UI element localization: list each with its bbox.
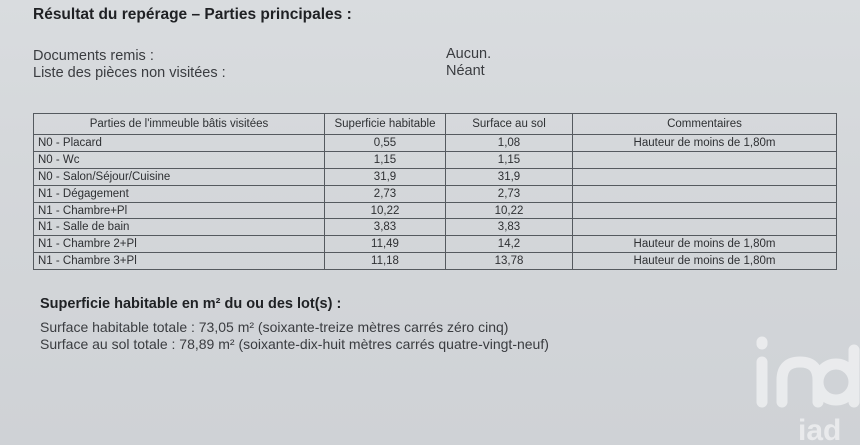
cell-partie: N1 - Chambre 3+Pl [34,253,325,270]
cell-partie: N1 - Chambre 2+Pl [34,236,325,253]
table-row [34,236,837,253]
rooms-table [33,113,837,270]
rooms-table-container [33,113,836,270]
cell-partie: N1 - Dégagement [34,185,325,202]
cell-surface-sol: 10,22 [446,202,573,219]
table-row [34,151,837,168]
cell-commentaire [573,202,837,219]
table-row [34,135,837,152]
cell-superficie: 0,55 [325,135,446,152]
cell-superficie: 10,22 [325,202,446,219]
table-row [34,168,837,185]
cell-superficie: 2,73 [325,185,446,202]
cell-surface-sol: 31,9 [446,168,573,185]
watermark-text: iad [798,414,842,445]
cell-superficie: 1,15 [325,151,446,168]
pieces-label: Liste des pièces non visitées : [33,65,226,81]
cell-superficie: 11,18 [325,253,446,270]
cell-surface-sol: 14,2 [446,236,573,253]
column-header-commentaires: Commentaires [573,114,837,135]
pieces-value: Néant [446,63,485,79]
cell-commentaire: Hauteur de moins de 1,80m [573,236,837,253]
cell-surface-sol: 2,73 [446,185,573,202]
section-title: Résultat du repérage – Parties principales : [33,6,352,23]
cell-commentaire: Hauteur de moins de 1,80m [573,253,837,270]
cell-superficie: 3,83 [325,219,446,236]
cell-superficie: 31,9 [325,168,446,185]
cell-superficie: 11,49 [325,236,446,253]
table-row [34,185,837,202]
surface-sol-totale: Surface au sol totale : 78,89 m² (soixante-dix-huit mètres carrés quatre-vingt-neuf) [40,336,549,352]
cell-surface-sol: 1,08 [446,135,573,152]
cell-commentaire [573,185,837,202]
column-header-parties: Parties de l'immeuble bâtis visitées [34,114,325,135]
table-row [34,253,837,270]
surface-habitable-totale: Surface habitable totale : 73,05 m² (soixante-treize mètres carrés zéro cinq) [40,319,509,335]
cell-commentaire [573,219,837,236]
cell-partie: N0 - Salon/Séjour/Cuisine [34,168,325,185]
column-header-superficie: Superficie habitable [325,114,446,135]
cell-commentaire [573,168,837,185]
cell-surface-sol: 1,15 [446,151,573,168]
cell-commentaire [573,151,837,168]
cell-surface-sol: 13,78 [446,253,573,270]
column-header-surface-sol: Surface au sol [446,114,573,135]
cell-partie: N1 - Chambre+Pl [34,202,325,219]
cell-partie: N1 - Salle de bain [34,219,325,236]
cell-commentaire: Hauteur de moins de 1,80m [573,135,837,152]
cell-partie: N0 - Placard [34,135,325,152]
iad-logo-icon [748,330,860,445]
summary-title: Superficie habitable en m² du ou des lot(s) : [40,296,342,312]
table-row [34,219,837,236]
table-header-row [34,114,837,135]
cell-partie: N0 - Wc [34,151,325,168]
documents-value: Aucun. [446,46,492,62]
documents-label: Documents remis : [33,48,154,64]
cell-surface-sol: 3,83 [446,219,573,236]
table-row [34,202,837,219]
